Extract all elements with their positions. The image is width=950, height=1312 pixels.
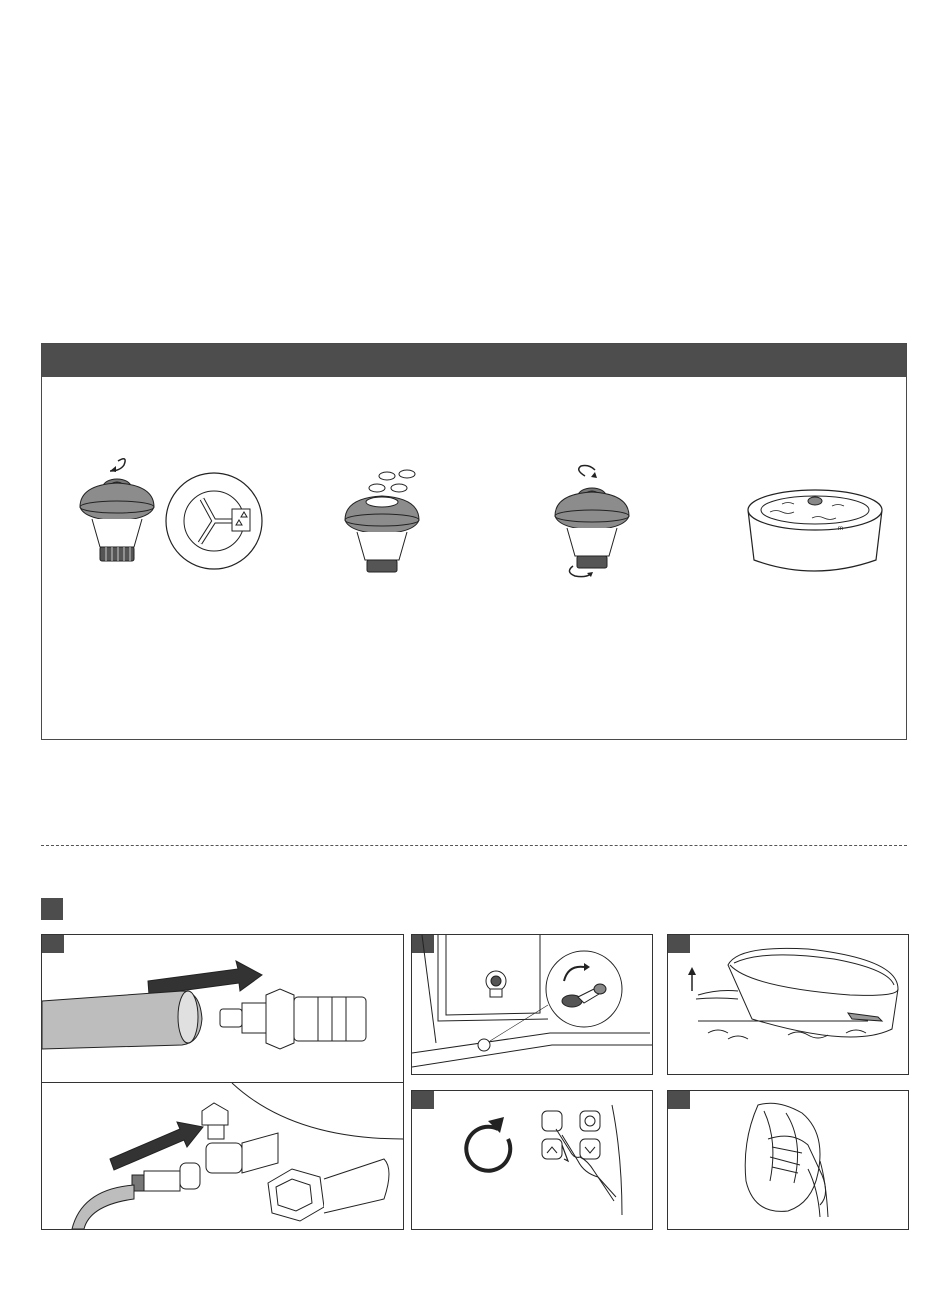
spa-with-floater-illustration	[742, 482, 887, 582]
floater-add-tablets-illustration	[337, 466, 447, 581]
control-panel-illustration	[412, 1091, 652, 1229]
hose-connection-frame	[41, 934, 404, 1230]
tilt-spa-illustration	[668, 935, 908, 1074]
hose-disconnect-illustration	[42, 953, 403, 1081]
hose-connect-spa-illustration	[42, 1083, 403, 1229]
floater-open-cap-illustration	[72, 449, 272, 579]
floater-close-cap-illustration	[547, 462, 657, 587]
drain-plug-illustration	[412, 935, 652, 1074]
control-panel-frame	[411, 1090, 653, 1230]
chemical-floater-panel	[41, 343, 907, 740]
towel-dry-illustration	[668, 1091, 908, 1229]
tilt-spa-frame	[667, 934, 909, 1075]
panel-header	[42, 344, 906, 377]
drain-plug-frame	[411, 934, 653, 1075]
section-marker	[41, 898, 63, 920]
spa-logo-mark: m	[838, 526, 843, 532]
towel-dry-frame	[667, 1090, 909, 1230]
section-divider	[41, 845, 907, 846]
step-tag	[42, 935, 64, 953]
